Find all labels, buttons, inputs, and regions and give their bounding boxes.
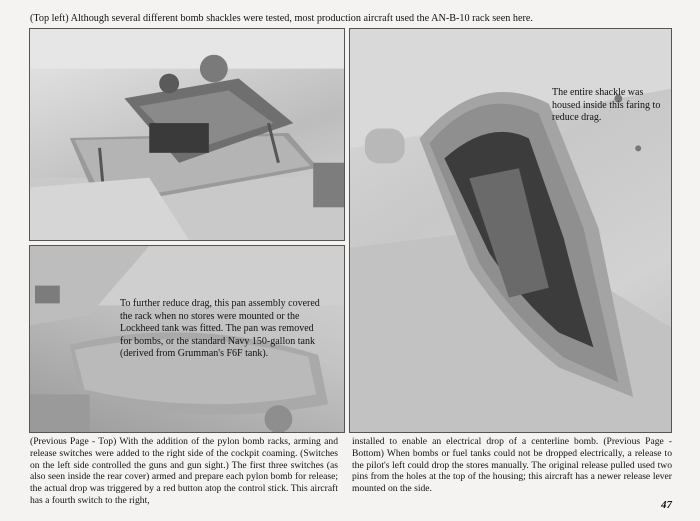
- shackle-fairing-caption: The entire shackle was housed inside this faring to reduce drag.: [552, 87, 661, 123]
- photo-shackle-fairing: [349, 28, 672, 433]
- top-caption: (Top left) Although several different bomb shackles were tested, most production aircraft used the AN-B-10 rack seen here.: [30, 13, 533, 24]
- photo-bomb-shackle-rack: [29, 28, 345, 241]
- pan-assembly-caption: To further reduce drag, this pan assembly covered the rack when no stores were mounted or the Lockheed tank was fitted. The pan was removed for bombs, or the standard Navy 150-gallon tank (derived from Grumman's F6F tank).: [120, 298, 320, 359]
- body-text-left-column: (Previous Page - Top) With the addition of the pylon bomb racks, arming and release switches were added to the right side of the cockpit coaming. (Switches on the left side controlled the guns and gun sight.) The first three switches (as also seen inside the rear cover) armed and prepare each pylon bomb for release; the actual drop was triggered by a red button atop the control stick. This aircraft has a fourth switch to the right,: [30, 436, 338, 506]
- shackle-rack-illustration: [30, 29, 344, 240]
- body-text-right-column: installed to enable an electrical drop of a centerline bomb. (Previous Page - Bottom) When bombs or fuel tanks could not be dropped electrically, a release to the pilot's left could drop the stores manually. The original release pulled used two pins from the holes at the top of the housing; this aircraft has a newer release lever mounted on the side.: [352, 436, 672, 495]
- photo-pan-assembly: [29, 245, 345, 433]
- page-number: 47: [661, 499, 672, 511]
